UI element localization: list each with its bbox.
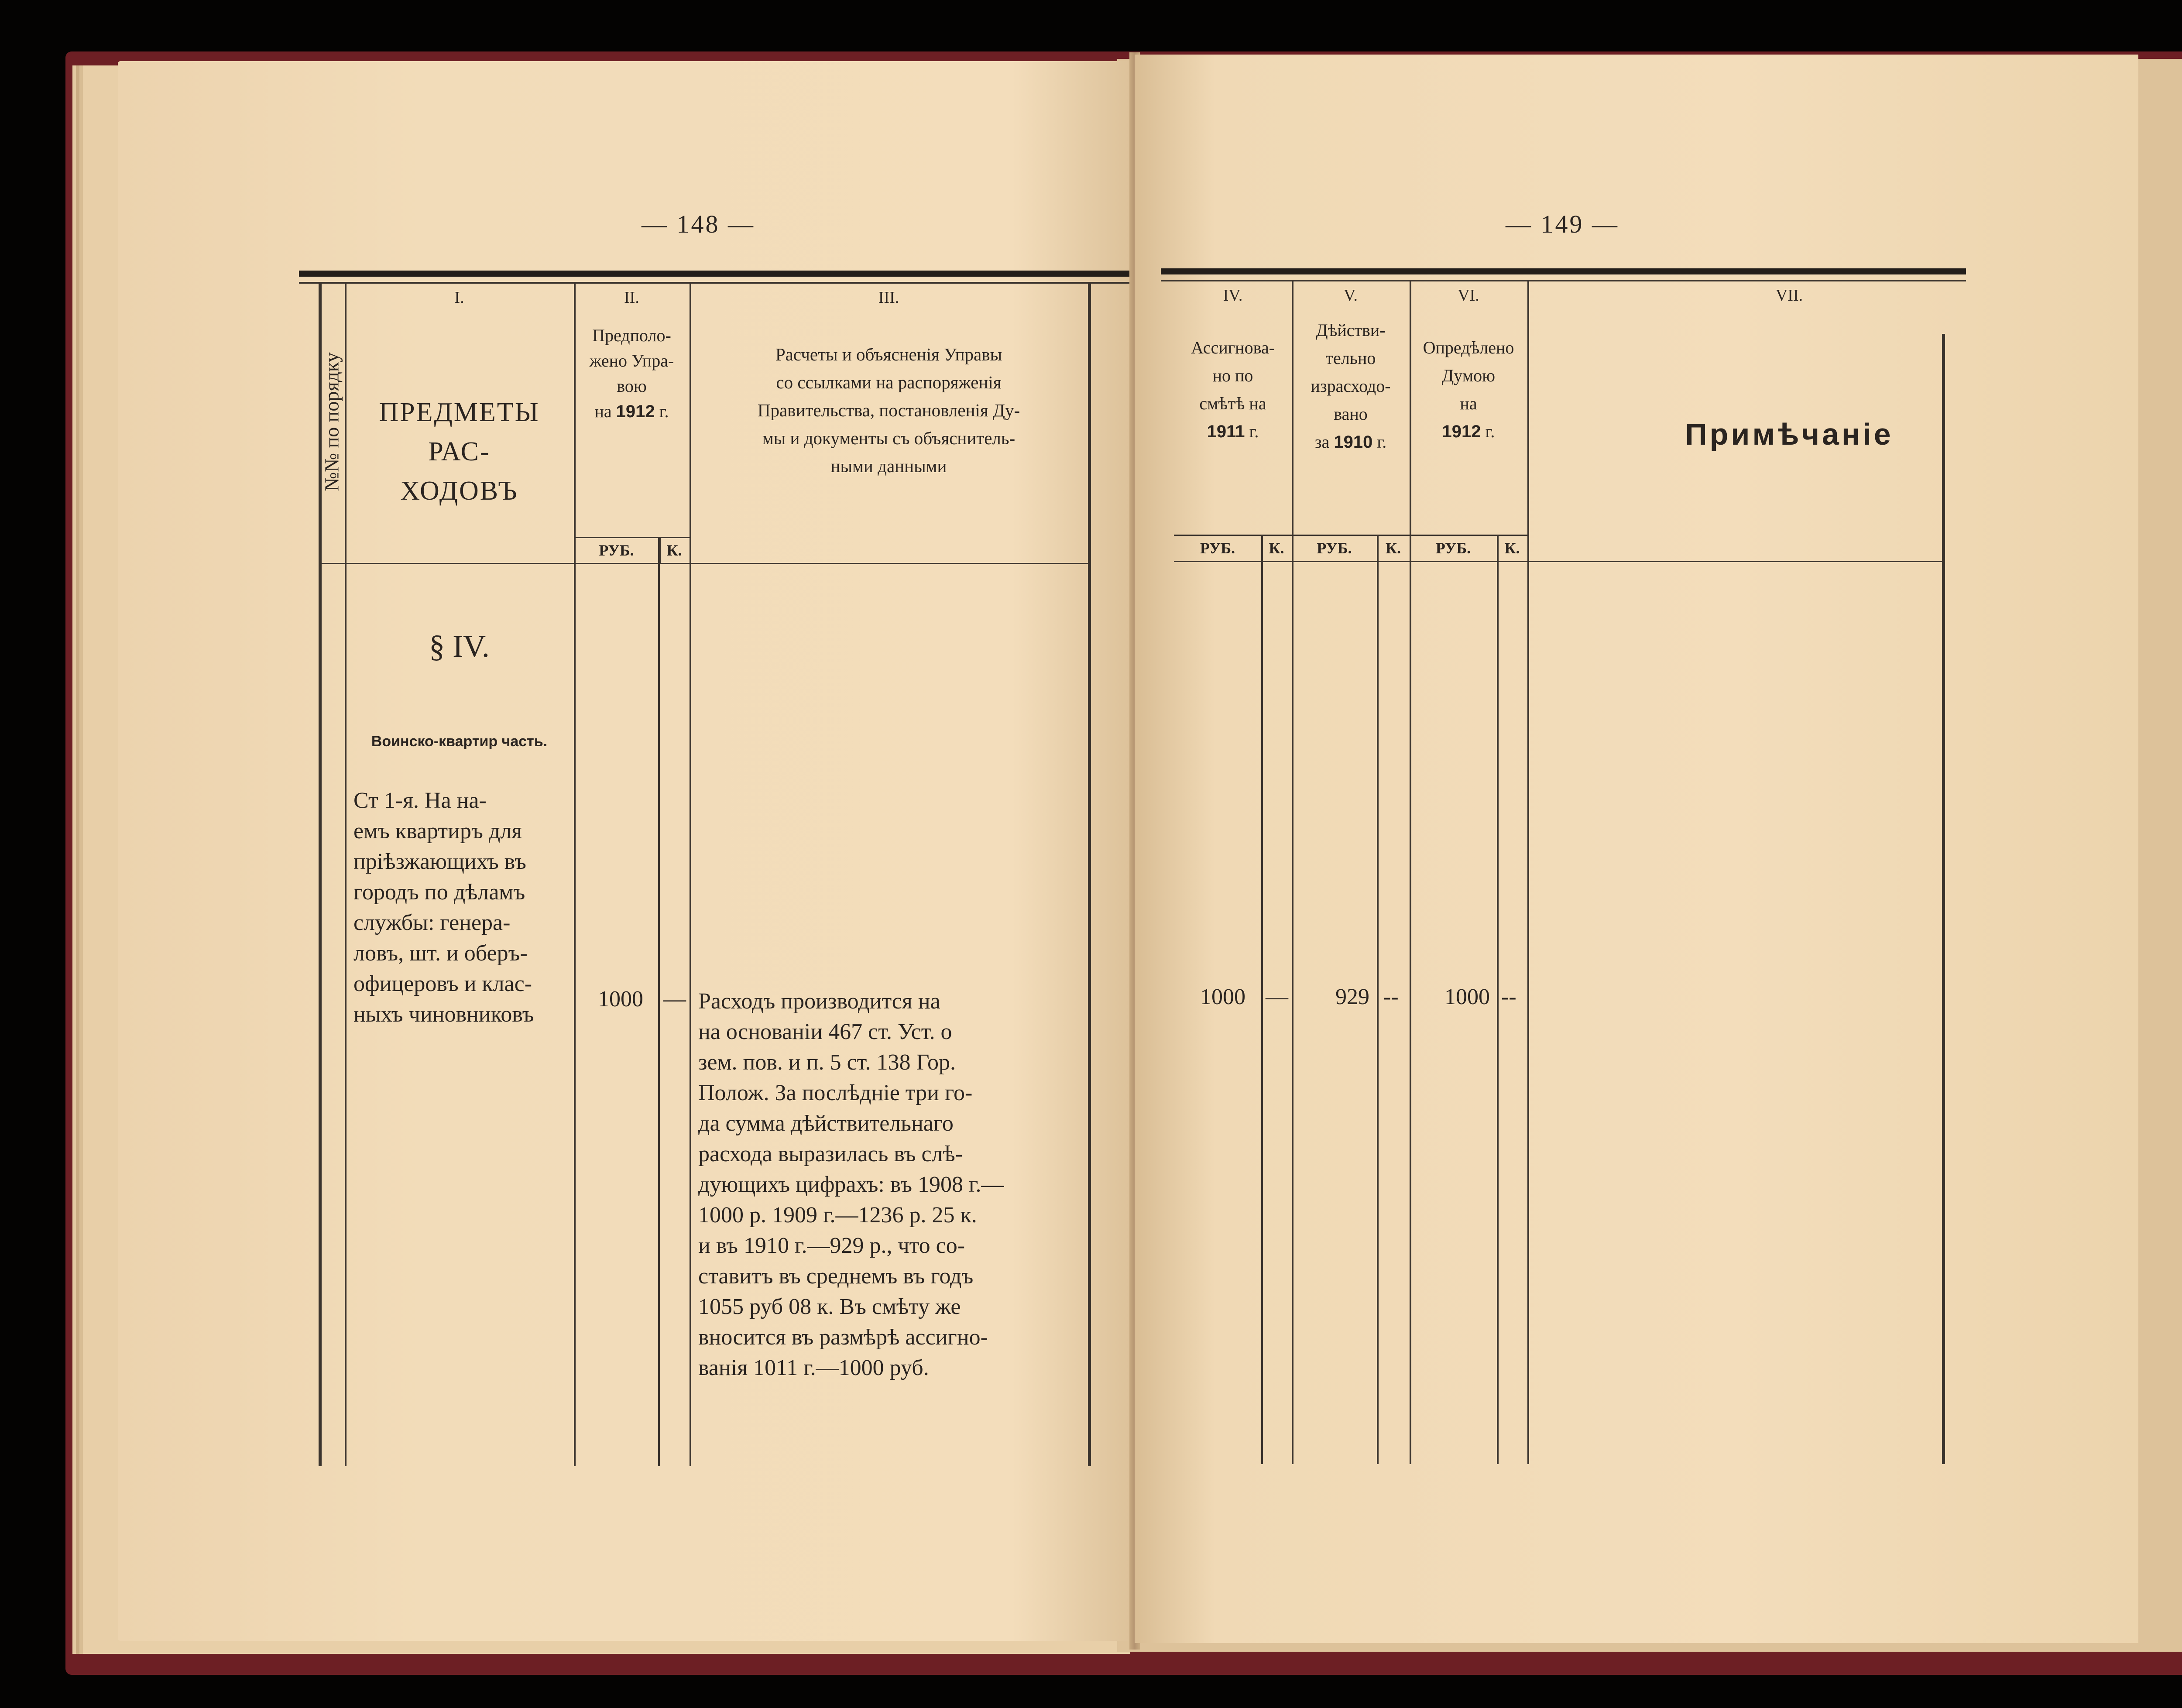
explanation-line: Расходъ производится на [698, 989, 940, 1014]
col-5-prefix: за [1314, 432, 1330, 452]
col-3-roman: III. [878, 288, 899, 307]
col-3-label [694, 340, 1084, 480]
explanation-lines [698, 986, 1078, 1383]
item-line: ловъ, шт. и оберъ- [353, 941, 528, 966]
explanation [698, 986, 1078, 1383]
col-5-suffix: г. [1377, 432, 1387, 452]
subsection-heading: Воинско-квартир часть. [371, 733, 548, 750]
col-1-label [345, 393, 574, 511]
col-4-label-line: Ассигнова- [1190, 338, 1275, 357]
col-5-label-line: Дѣйстви- [1316, 320, 1386, 340]
col-4-year-line [1174, 418, 1292, 446]
col-5-rub-value: 929 [1335, 984, 1369, 1009]
explanation-line: на основаніи 467 ст. Уст. о [698, 1019, 952, 1044]
right-page-number: — 149 — [1506, 210, 1619, 238]
explanation-line: зем. пов. и п. 5 ст. 138 Гор. [698, 1050, 956, 1075]
col-5-unit-rub: РУБ. [1317, 539, 1352, 557]
col-7-label: Примѣчаніе [1685, 417, 1894, 451]
col-6-unit-rub: РУБ. [1435, 539, 1471, 557]
explanation-line: вносится въ размѣрѣ ассигно- [698, 1325, 988, 1350]
item-description [353, 785, 567, 1030]
col-6-unit-kop: К. [1504, 539, 1520, 557]
col-line [690, 284, 691, 1466]
col-6-rub-value: 1000 [1444, 984, 1490, 1009]
col-5-label-line: израсходо- [1311, 376, 1391, 396]
col-5-roman: V. [1343, 286, 1358, 305]
section-heading: § IV. [429, 629, 490, 664]
col-5-year-line [1292, 428, 1410, 456]
col-2-prefix: на [594, 401, 612, 421]
col-line [1377, 535, 1379, 1464]
header-bottom-line [319, 563, 1091, 564]
col-4-unit-rub: РУБ. [1200, 539, 1235, 557]
item-line: ныхъ чиновниковъ [353, 1002, 534, 1027]
col-2-unit-kop: К. [666, 542, 682, 559]
col-2-roman: II. [624, 288, 639, 307]
col-line [574, 284, 576, 1466]
left-page [118, 61, 1135, 1641]
header-bottom-line [1174, 561, 1942, 562]
explanation-line: ставитъ въ среднемъ въ годъ [698, 1264, 974, 1289]
explanation-line: Полож. За послѣдніе три го- [698, 1080, 973, 1105]
col-line [1497, 535, 1499, 1464]
item-line: офицеровъ и клас- [353, 971, 532, 996]
col-2-label [574, 323, 690, 424]
amount-rub: 1000 [598, 987, 643, 1012]
col-4-label-line: смѣтѣ на [1199, 394, 1266, 413]
col-3-label-line: ными данными [830, 456, 947, 476]
col-5-kop-value: -- [1383, 984, 1399, 1009]
col-1-label-line: ХОДОВЪ [400, 476, 518, 506]
col-6-label [1410, 334, 1527, 446]
col-2-label-line: Предполо- [592, 326, 671, 345]
explanation-line: ванія 1011 г.—1000 руб. [698, 1355, 929, 1380]
explanation-line: расхода выразилась въ слѣ- [698, 1142, 963, 1166]
unit-separator [574, 537, 690, 538]
col-5-label [1292, 316, 1410, 456]
col-5-label-line: вано [1334, 404, 1368, 424]
item-line: службы: генера- [353, 910, 511, 935]
top-rule-thin [299, 282, 1222, 284]
col-4-suffix: г. [1249, 422, 1259, 441]
item-lines [353, 785, 567, 1030]
right-page [1135, 55, 2138, 1643]
col-5-unit-kop: К. [1385, 539, 1401, 557]
col-4-unit-kop: К. [1269, 539, 1284, 557]
col-6-label-line: на [1460, 394, 1477, 413]
col-4-roman: IV. [1223, 286, 1243, 305]
col-2-year: 1912 [616, 402, 655, 421]
col-3-label-line: мы и документы съ объяснитель- [762, 428, 1016, 448]
col-6-year: 1912 [1442, 422, 1481, 441]
col-line [658, 537, 660, 1466]
col-4-kop-value: — [1266, 984, 1288, 1009]
explanation-line: 1055 руб 08 к. Въ смѣту же [698, 1294, 961, 1319]
col-line [1261, 535, 1263, 1464]
col-6-label-line: Думою [1442, 366, 1495, 385]
col-6-label-line: Опредѣлено [1423, 338, 1514, 357]
left-page-number: — 148 — [642, 210, 755, 238]
col-6-kop-value: -- [1501, 984, 1516, 1009]
col-5-year: 1910 [1334, 432, 1373, 452]
unit-separator [1174, 535, 1527, 536]
col-line [1527, 281, 1529, 1464]
col-4-year: 1911 [1207, 422, 1245, 441]
explanation-line: 1000 р. 1909 г.—1236 р. 25 к. [698, 1203, 977, 1228]
top-rule [299, 271, 1222, 277]
col-6-suffix: г. [1485, 422, 1495, 441]
col-2-suffix: г. [659, 401, 669, 421]
col-2-label-line: жено Упра- [589, 351, 674, 370]
explanation-line: дующихъ цифрахъ: въ 1908 г.— [698, 1172, 1004, 1197]
col-line [1292, 281, 1293, 1464]
col-line [1410, 281, 1411, 1464]
col-2-label-line: вою [617, 376, 647, 396]
col-line [1942, 334, 1945, 1464]
col-3-label-line: Правительства, постановленія Ду- [757, 400, 1020, 420]
col-3-label-line: со ссылками на распоряженія [776, 372, 1002, 392]
col-4-rub-value: 1000 [1200, 984, 1245, 1009]
col-1-roman: I. [454, 288, 464, 307]
col-4-label [1174, 334, 1292, 446]
col-line [1088, 284, 1091, 1466]
col-6-year-line [1410, 418, 1527, 446]
col-5-label-line: тельно [1325, 348, 1376, 368]
col-7-roman: VII. [1775, 286, 1803, 305]
item-line: емъ квартиръ для [353, 819, 522, 844]
col-2-label-year-line [574, 399, 690, 424]
col-4-label-line: но по [1212, 366, 1253, 385]
col-6-roman: VI. [1458, 286, 1479, 305]
col-2-unit-rub: РУБ. [599, 542, 634, 559]
top-rule [1161, 268, 1966, 274]
amount-kop: — [663, 987, 686, 1012]
top-rule-thin [1161, 280, 1966, 281]
col-number-label: №№ по порядку [320, 352, 343, 491]
explanation-line: да сумма дѣйствительнаго [698, 1111, 954, 1136]
item-line: Ст 1-я. На на- [353, 788, 487, 813]
item-line: городъ по дѣламъ [353, 880, 525, 905]
item-line: пріѣзжающихъ въ [353, 849, 526, 874]
col-3-label-line: Расчеты и объясненія Управы [775, 344, 1002, 364]
explanation-line: и въ 1910 г.—929 р., что со- [698, 1233, 965, 1258]
col-1-label-line: ПРЕДМЕТЫ РАС- [379, 398, 540, 466]
